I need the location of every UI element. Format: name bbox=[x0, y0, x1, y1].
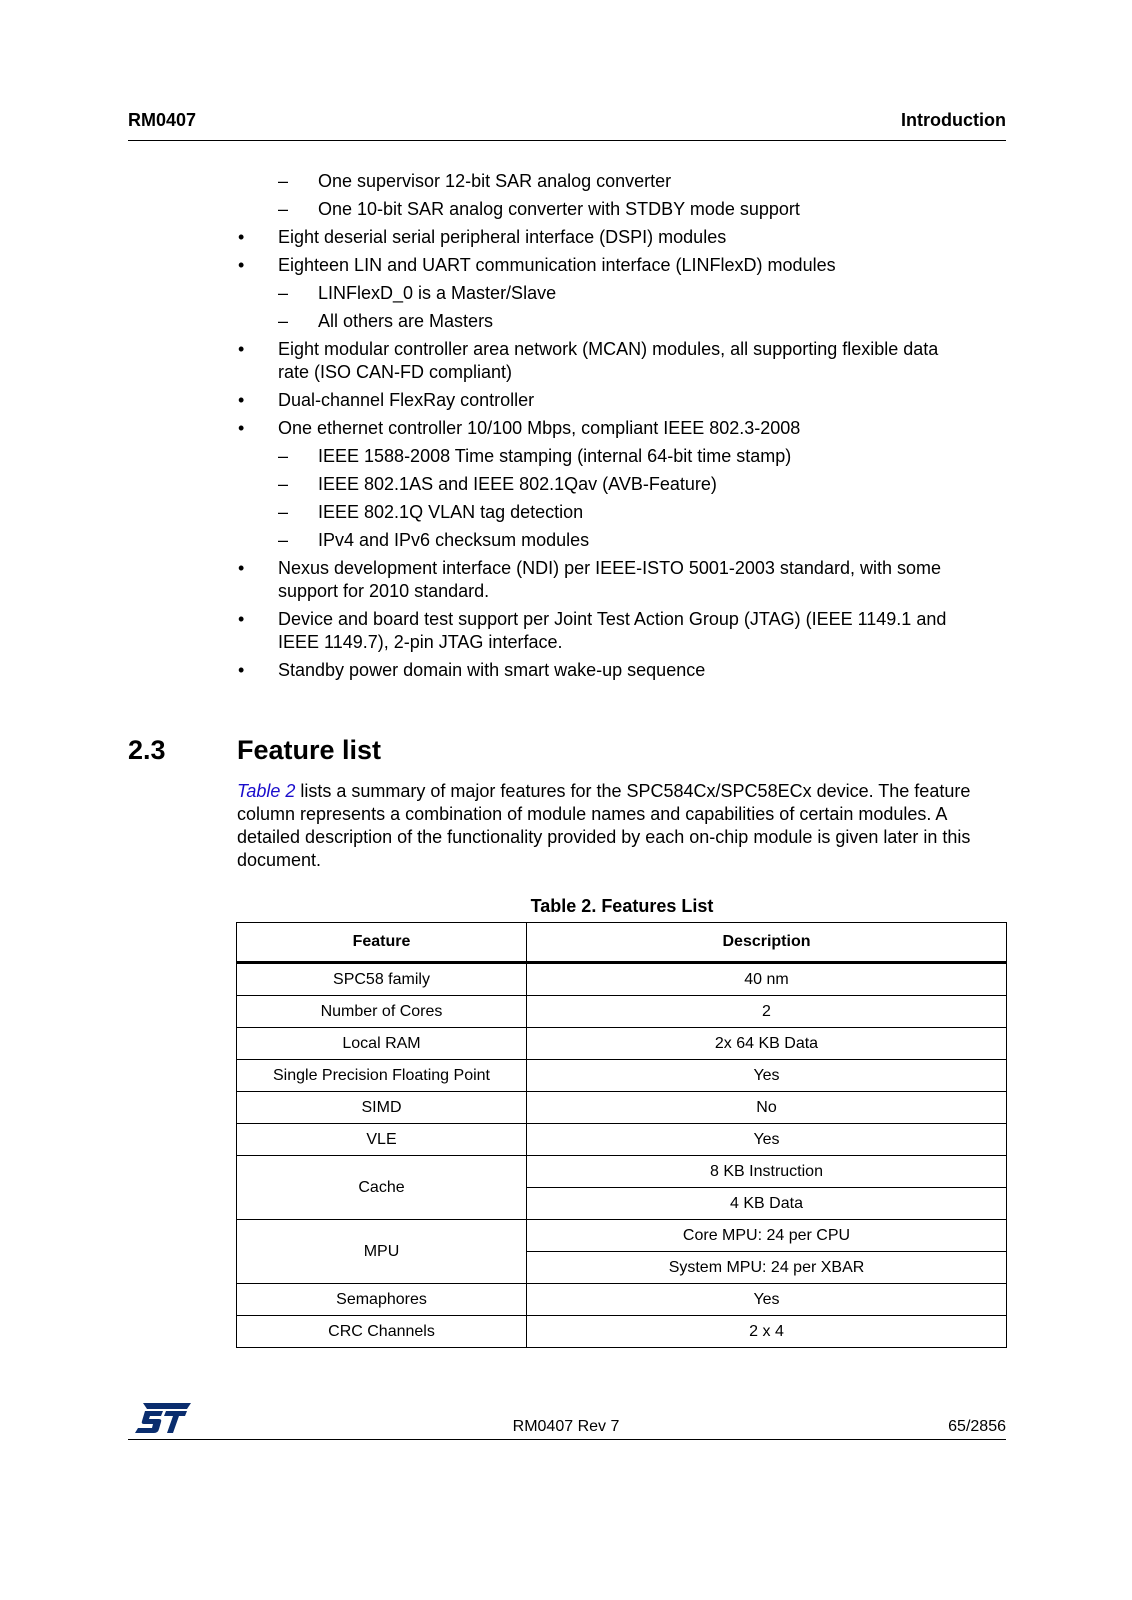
dash-marker: – bbox=[278, 446, 289, 466]
description-cell: No bbox=[527, 1092, 1007, 1124]
header-description: Description bbox=[527, 923, 1007, 963]
header-doc-id: RM0407 bbox=[128, 110, 197, 130]
feature-cell: CRC Channels bbox=[237, 1316, 527, 1348]
list-item-text: Dual-channel FlexRay controller bbox=[278, 390, 535, 410]
table-row bbox=[237, 1092, 1007, 1124]
dash-marker: – bbox=[278, 530, 289, 550]
list-item-text: IPv4 and IPv6 checksum modules bbox=[318, 530, 590, 550]
feature-cell: Local RAM bbox=[237, 1028, 527, 1060]
description-cell: Yes bbox=[527, 1060, 1007, 1092]
description-cell: 40 nm bbox=[527, 963, 1007, 996]
list-item-text: One supervisor 12-bit SAR analog converter bbox=[318, 171, 672, 191]
description-cell: Yes bbox=[527, 1124, 1007, 1156]
table-row bbox=[237, 1124, 1007, 1156]
bullet-marker: • bbox=[238, 339, 245, 359]
list-item-text: Nexus development interface (NDI) per IEEE-ISTO 5001-2003 standard, with some bbox=[278, 558, 941, 578]
table-row bbox=[237, 1284, 1007, 1316]
intro-paragraph bbox=[237, 780, 1007, 872]
bullet-marker: • bbox=[238, 255, 245, 275]
dash-marker: – bbox=[278, 199, 289, 219]
description-cell: 2x 64 KB Data bbox=[527, 1028, 1007, 1060]
list-item-text: One 10-bit SAR analog converter with STDBY mode support bbox=[318, 199, 800, 219]
feature-cell: Semaphores bbox=[237, 1284, 527, 1316]
table-caption: Table 2. Features List bbox=[530, 896, 714, 916]
list-item-text: IEEE 802.1Q VLAN tag detection bbox=[318, 502, 584, 522]
feature-cell: SIMD bbox=[237, 1092, 527, 1124]
bullet-marker: • bbox=[238, 558, 245, 578]
dash-marker: – bbox=[278, 502, 289, 522]
table-row bbox=[237, 963, 1007, 996]
list-item-text: Eight deserial serial peripheral interface (DSPI) modules bbox=[278, 227, 727, 247]
description-cell: Core MPU: 24 per CPU bbox=[527, 1220, 1007, 1252]
feature-cell: SPC58 family bbox=[237, 963, 527, 996]
feature-cell: Number of Cores bbox=[237, 996, 527, 1028]
feature-cell: Single Precision Floating Point bbox=[237, 1060, 527, 1092]
list-item-text: All others are Masters bbox=[318, 311, 494, 331]
list-item-text: IEEE 802.1AS and IEEE 802.1Qav (AVB-Feature) bbox=[318, 474, 717, 494]
section-title: Feature list bbox=[237, 735, 382, 765]
description-cell: 2 bbox=[527, 996, 1007, 1028]
bullet-marker: • bbox=[238, 418, 245, 438]
intro-line: detailed description of the functionality provided by each on-chip module is given later in this bbox=[237, 827, 971, 847]
feature-cell: MPU bbox=[237, 1220, 527, 1284]
description-cell: 2 x 4 bbox=[527, 1316, 1007, 1348]
table-row bbox=[237, 1060, 1007, 1092]
intro-line: column represents a combination of module names and capabilities of certain modules. A bbox=[237, 804, 948, 824]
list-item-text: support for 2010 standard. bbox=[278, 581, 490, 601]
features-table bbox=[236, 922, 1007, 1348]
table-header-row bbox=[237, 923, 1007, 963]
list-item-text: Device and board test support per Joint Test Action Group (JTAG) (IEEE 1149.1 and bbox=[278, 609, 947, 629]
section-number: 2.3 bbox=[128, 735, 166, 765]
list-item-text: IEEE 1149.7), 2-pin JTAG interface. bbox=[278, 632, 563, 652]
bullet-marker: • bbox=[238, 660, 245, 680]
dash-marker: – bbox=[278, 171, 289, 191]
header-feature: Feature bbox=[237, 923, 527, 963]
table-row bbox=[237, 996, 1007, 1028]
dash-marker: – bbox=[278, 474, 289, 494]
feature-cell: Cache bbox=[237, 1156, 527, 1220]
bullet-marker: • bbox=[238, 390, 245, 410]
list-item-text: IEEE 1588-2008 Time stamping (internal 64-bit time stamp) bbox=[318, 446, 792, 466]
dash-marker: – bbox=[278, 311, 289, 331]
list-item-text: rate (ISO CAN-FD compliant) bbox=[278, 362, 513, 382]
table-row bbox=[237, 1316, 1007, 1348]
footer-rule bbox=[128, 1439, 1006, 1440]
list-item-text: Eight modular controller area network (MCAN) modules, all supporting flexible data bbox=[278, 339, 939, 359]
bullet-marker: • bbox=[238, 227, 245, 247]
description-cell: Yes bbox=[527, 1284, 1007, 1316]
table-row bbox=[237, 1028, 1007, 1060]
table-body bbox=[237, 963, 1007, 1348]
list-item-text: LINFlexD_0 is a Master/Slave bbox=[318, 283, 557, 303]
header-section: Introduction bbox=[901, 110, 1006, 130]
description-cell: 8 KB Instruction bbox=[527, 1156, 1007, 1188]
footer-doc-rev: RM0407 Rev 7 bbox=[512, 1418, 620, 1435]
description-cell: System MPU: 24 per XBAR bbox=[527, 1252, 1007, 1284]
list-item-text: Standby power domain with smart wake-up sequence bbox=[278, 660, 706, 680]
feature-cell: VLE bbox=[237, 1124, 527, 1156]
intro-line: lists a summary of major features for the SPC584Cx/SPC58ECx device. The feature bbox=[295, 781, 971, 801]
list-item-text: Eighteen LIN and UART communication interface (LINFlexD) modules bbox=[278, 255, 836, 275]
table-row bbox=[237, 1220, 1007, 1252]
table-2-link[interactable]: Table 2 bbox=[237, 781, 296, 801]
list-item-text: One ethernet controller 10/100 Mbps, compliant IEEE 802.3-2008 bbox=[278, 418, 801, 438]
table-row bbox=[237, 1156, 1007, 1188]
footer-page-number: 65/2856 bbox=[948, 1418, 1006, 1435]
header-rule bbox=[128, 140, 1006, 141]
intro-line: document. bbox=[237, 850, 322, 870]
bullet-marker: • bbox=[238, 609, 245, 629]
dash-marker: – bbox=[278, 283, 289, 303]
description-cell: 4 KB Data bbox=[527, 1188, 1007, 1220]
